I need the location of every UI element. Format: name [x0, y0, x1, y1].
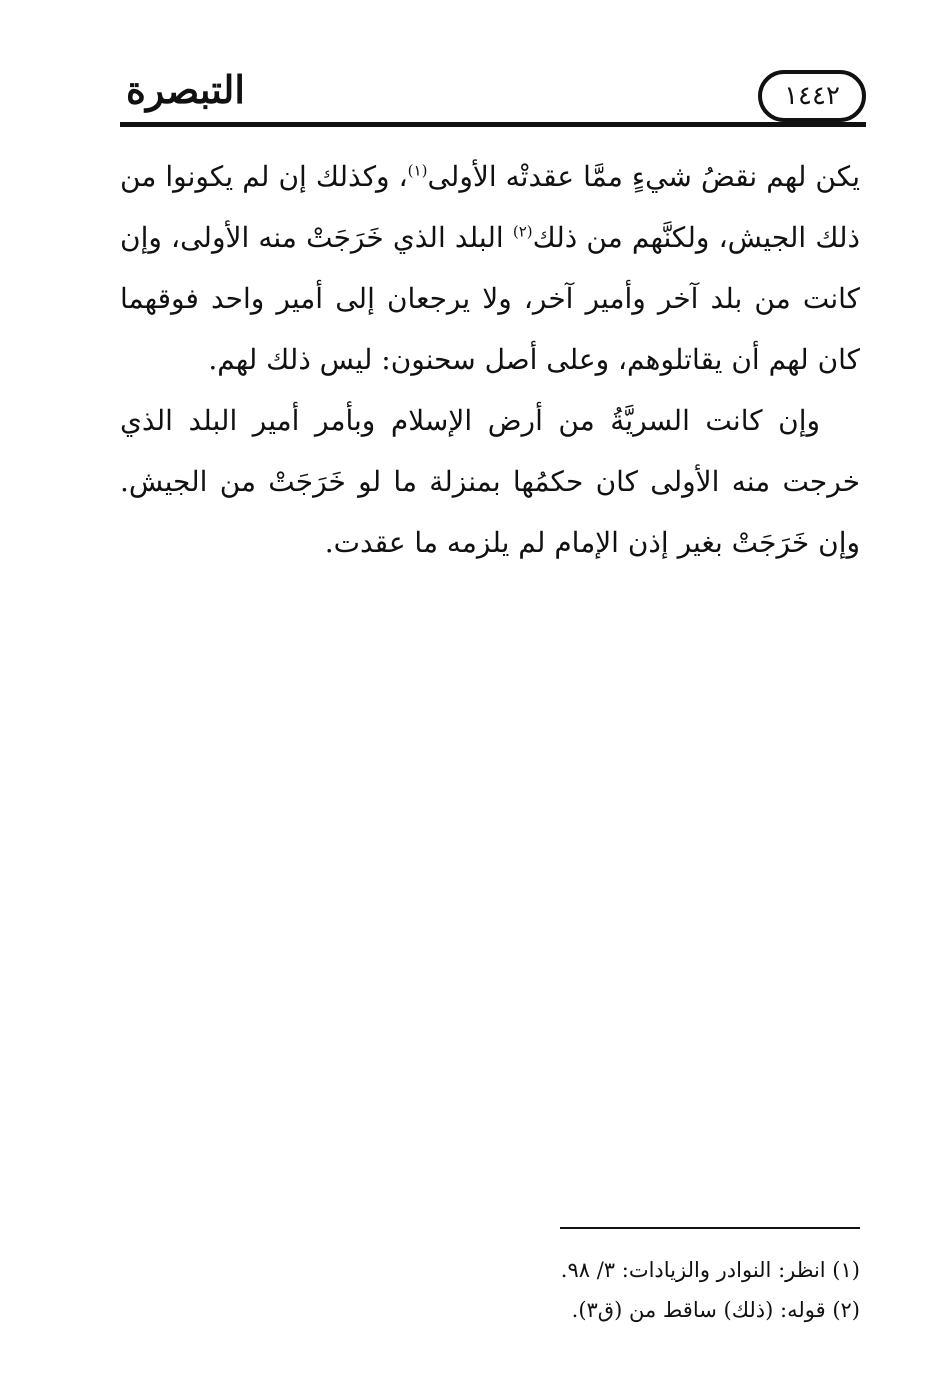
paragraph-2: وإن كانت السريَّةُ من أرض الإسلام وبأمر أمير البلد الذي خرجت منه الأولى كان حكمُها بمنزلة ما لو خَرَجَتْ من الجيش. وإن خَرَجَتْ بغير إذن الإمام لم يلزمه ما عقدت. — [120, 404, 860, 559]
running-title: التبصرة — [126, 67, 245, 112]
page-header — [120, 58, 866, 128]
footnote-2: (٢) قوله: (ذلك) ساقط من (ق٣). — [571, 1298, 860, 1322]
main-text — [120, 146, 860, 573]
footnote-ref-1: (١) — [407, 161, 428, 180]
header-rule — [120, 122, 866, 127]
paragraph-1-segment-1: يكن لهم نقضُ شيءٍ ممَّا عقدتْه الأولى — [427, 160, 860, 193]
paragraph-1-segment-3: البلد الذي خَرَجَتْ منه الأولى، وإن كانت من بلد آخر وأمير آخر، ولا يرجعان إلى أمير واحد فوقهما كان لهم أن يقاتلوهم، وعلى أصل سحنون: ليس ذلك لهم. — [120, 221, 860, 376]
footnote-separator — [560, 1227, 860, 1229]
paragraph-1-segment-2: ، وكذلك إن لم يكونوا من ذلك الجيش، ولكنَّهم من ذلك — [120, 160, 860, 254]
paragraph-1 — [120, 146, 860, 390]
footnote-ref-2: (٢) — [512, 222, 533, 241]
page-number-badge — [758, 70, 866, 122]
page-number: ١٤٤٢ — [784, 81, 840, 111]
footnote-1: (١) انظر: النوادر والزيادات: ٣/ ٩٨. — [560, 1258, 860, 1282]
footnotes — [480, 1250, 860, 1330]
